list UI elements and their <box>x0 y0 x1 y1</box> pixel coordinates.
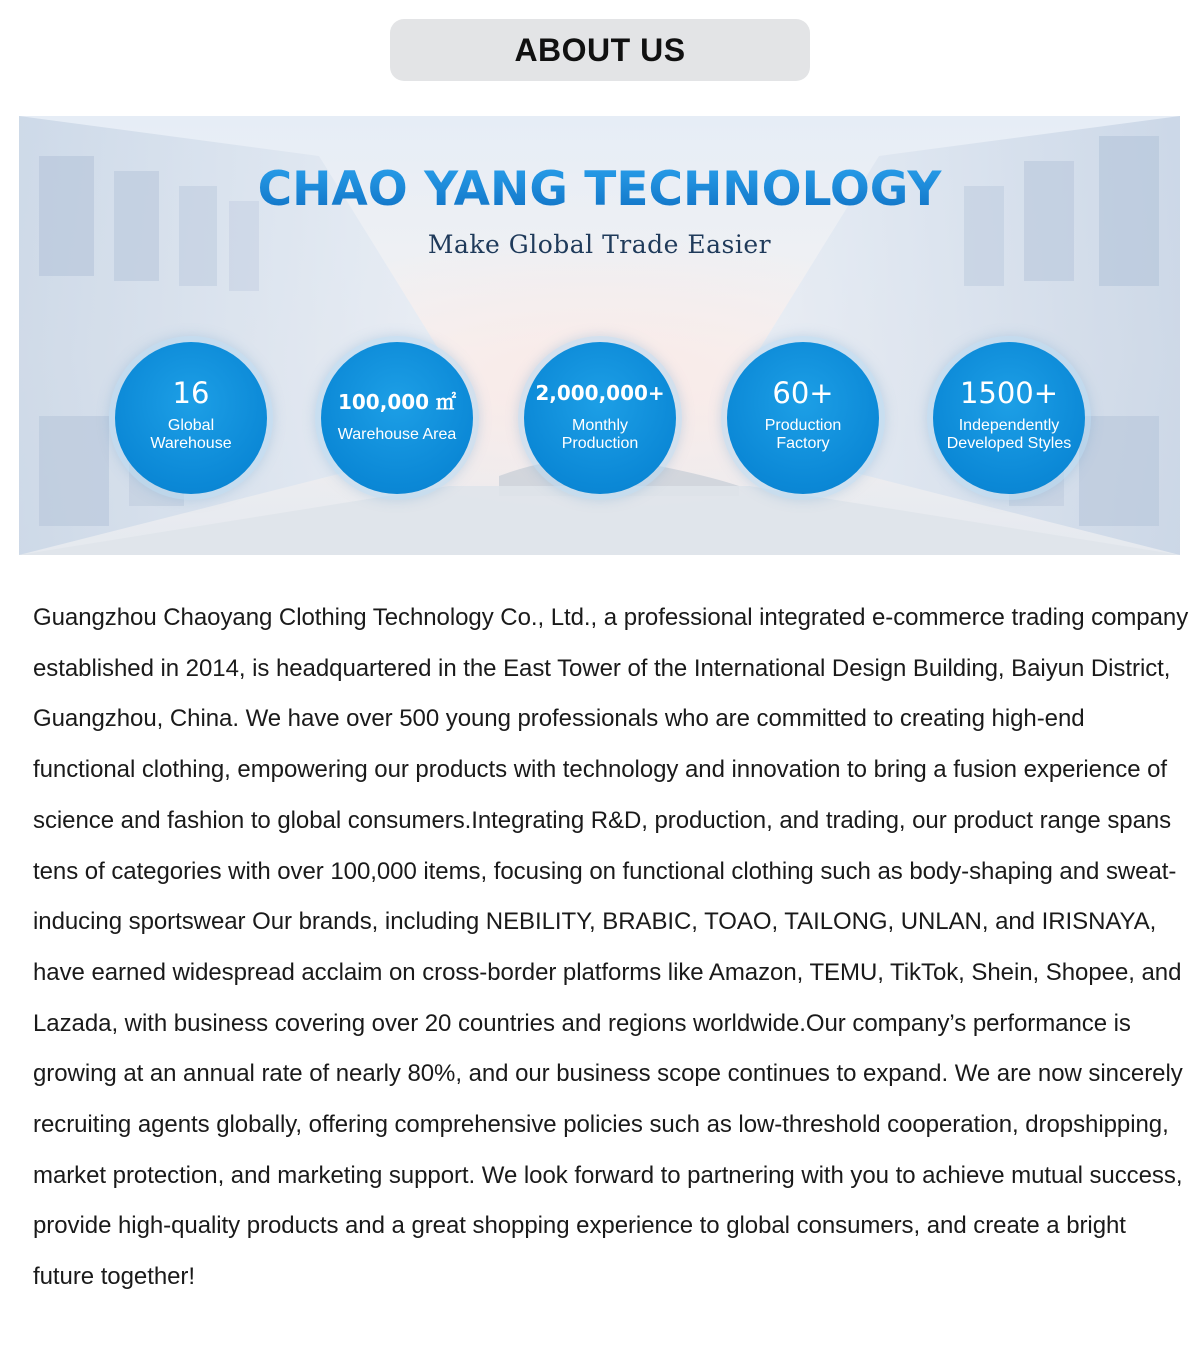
brand-title: CHAO YANG TECHNOLOGY <box>19 162 1180 217</box>
stat-label: Warehouse Area <box>337 426 457 443</box>
stat-warehouse-area <box>315 336 479 500</box>
stat-monthly-production <box>518 336 682 500</box>
stat-value: 1500+ <box>959 376 1059 410</box>
brand-slogan: Make Global Trade Easier <box>427 230 772 259</box>
stat-label: Monthly Production <box>561 417 639 452</box>
stat-value: 60+ <box>772 376 834 410</box>
stat-value: 100,000 ㎡ <box>337 390 457 414</box>
stat-global-warehouse <box>109 336 273 500</box>
stat-developed-styles <box>927 336 1091 500</box>
page-title: ABOUT US <box>514 31 686 68</box>
stat-value: 2,000,000+ <box>535 381 665 405</box>
stat-label: Global Warehouse <box>150 417 232 452</box>
stat-production-factory <box>721 336 885 500</box>
section-title-pill <box>390 19 810 81</box>
stat-label: Independently Developed Styles <box>946 417 1072 452</box>
company-description: Guangzhou Chaoyang Clothing Technology Co., Ltd., a professional integrated e-commerce trading company established in 2014, is headquartered in the East Tower of the International Design Building, Baiyun District, Guangzhou, China. We have over 500 young professionals who are committed to creating high-end functional clothing, empowering our products with technology and innovation to bring a fusion experience of science and fashion to global consumers.Integrating R&D, production, and trading, our product range spans tens of categories with over 100,000 items, focusing on functional clothing such as body-shaping and sweat-inducing sportswear Our brands, including NEBILITY, BRABIC, TOAO, TAILONG, UNLAN, and IRISNAYA, have earned widespread acclaim on cross-border platforms like Amazon, TEMU, TikTok, Shein, Shopee, and Lazada, with business covering over 20 countries and regions worldwide.Our company’s performance is growing at an annual rate of nearly 80%, and our business scope continues to expand. We are now sincerely recruiting agents globally, offering comprehensive policies such as low-threshold cooperation, dropshipping, market protection, and marketing support. We look forward to partnering with you to achieve mutual success, provide high-quality products and a great shopping experience to global consumers, and create a bright future together! <box>33 604 1189 1291</box>
company-banner <box>19 116 1180 555</box>
stat-value: 16 <box>172 376 210 410</box>
stat-label: Production Factory <box>764 417 842 452</box>
